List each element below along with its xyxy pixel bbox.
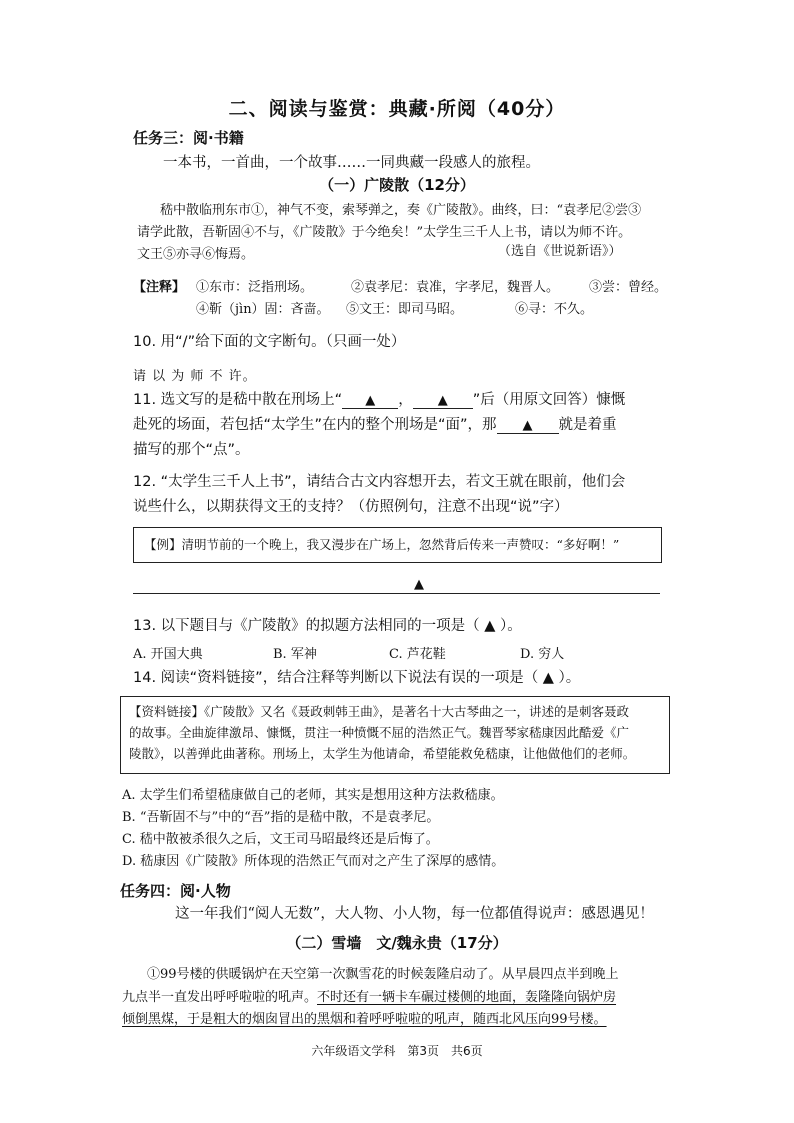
- q11-sep: ，: [398, 392, 413, 408]
- q11-line2a: 赴死的场面，若包括“太学生”在内的整个刑场是“面”，那: [133, 417, 497, 433]
- passage2-line-2: [122, 986, 616, 1005]
- notes-label: 【注释】: [133, 280, 186, 295]
- q12-answer-line[interactable]: [133, 593, 660, 594]
- q12-example-box: [133, 527, 662, 563]
- passage1-line-2: 请学此散，吾靳固④不与，《广陵散》于今绝矣！”太学生三千人上书，请以为师不许。: [137, 225, 632, 240]
- task4-title: 任务四：阅·人物: [120, 882, 231, 900]
- q14-text: 14. 阅读“资料链接”，结合注释等判断以下说法有误的一项是（ ▲ ）。: [133, 670, 581, 686]
- section-title: 二、阅读与鉴赏：典藏·所阅（40分）: [228, 98, 566, 120]
- q11-line-3: 描写的那个“点”。: [133, 442, 250, 458]
- q14-link-box: [120, 696, 670, 774]
- passage2-title: （二）雪墙 文/魏永贵（17分）: [286, 934, 508, 952]
- q13-option-b[interactable]: B. 军神: [273, 647, 317, 662]
- passage1-line-3: 文王⑤亦寻⑥悔焉。: [137, 247, 255, 262]
- q14-option-d[interactable]: D. 嵇康因《广陵散》所体现的浩然正气而对之产生了深厚的感情。: [122, 854, 505, 869]
- passage2-line-2b: 不时还有一辆卡车碾过楼侧的地面，轰隆隆向锅炉房: [317, 990, 617, 1005]
- q14-option-c[interactable]: C. 嵇中散被杀很久之后，文王司马昭最终还是后悔了。: [122, 832, 439, 847]
- q13-option-d[interactable]: D. 穷人: [520, 647, 565, 662]
- q11-blank-2[interactable]: ▲: [413, 392, 473, 409]
- q14-link-line-1: 【资料链接】《广陵散》又名《聂政刺韩王曲》，是著名十大古琴曲之一，讲述的是刺客聂政: [129, 704, 630, 719]
- passage1-title: （一）广陵散（12分）: [319, 176, 475, 194]
- note-4: ④靳（jìn）固：吝啬。: [196, 302, 330, 317]
- q13-option-c[interactable]: C. 芦花鞋: [389, 647, 446, 662]
- q14-link-line-2: 的故事。全曲旋律激昂、慷慨，贯注一种愤慨不屈的浩然正气。魏晋琴家嵇康因此酷爱《广: [129, 725, 630, 740]
- task4-intro: 这一年我们“阅人无数”，大人物、小人物，每一位都值得说声：感恩遇见！: [175, 906, 654, 922]
- q11-blank-1[interactable]: ▲: [342, 392, 398, 409]
- note-1: ①东市：泛指刑场。: [196, 280, 314, 295]
- passage2-line-3: 倾倒黑煤，于是粗大的烟囱冒出的黑烟和着呼呼啦啦的吼声，随西北风压向99号楼。: [122, 1012, 607, 1027]
- note-2: ②袁孝尼：袁准，字孝尼，魏晋人。: [351, 280, 560, 295]
- q12-answer-mark: ▲: [414, 577, 424, 592]
- note-5: ⑤文王：即司马昭。: [346, 302, 464, 317]
- q14-option-b[interactable]: B. “吾靳固不与”中的“吾”指的是嵇中散，不是袁孝尼。: [122, 810, 440, 825]
- q12-example: 【例】清明节前的一个晚上，我又漫步在广场上，忽然背后传来一声赞叹：“多好啊！”: [144, 537, 620, 552]
- note-6: ⑥寻：不久。: [515, 302, 594, 317]
- page-footer: 六年级语文学科 第3页 共6页: [311, 1044, 483, 1058]
- q14-option-a[interactable]: A. 太学生们希望嵇康做自己的老师，其实是想用这种方法救嵇康。: [122, 788, 504, 803]
- q11-line-1: [133, 388, 625, 409]
- task3-intro: 一本书，一首曲，一个故事……一同典藏一段感人的旅程。: [163, 155, 540, 171]
- passage2-line-1: ①99号楼的供暖锅炉在天空第一次飘雪花的时候轰隆启动了。从早晨四点半到晚上: [147, 967, 619, 982]
- note-3: ③尝：曾经。: [589, 280, 668, 295]
- q11-blank-3[interactable]: ▲: [497, 417, 559, 434]
- q14-link-line-3: 陵散》，以善弹此曲著称。刑场上，太学生为他请命，希望能救免嵇康，让他做他们的老师。: [129, 746, 636, 761]
- q11-part2: ”后（用原文回答）慷慨: [472, 392, 626, 408]
- q13-option-a[interactable]: A. 开国大典: [133, 647, 203, 662]
- q11-part1: 11. 选文写的是嵇中散在刑场上“: [133, 392, 343, 408]
- q11-line2b: 就是着重: [558, 417, 617, 433]
- q10-sentence: 请 以 为 师 不 许。: [133, 369, 257, 384]
- q12-line-1: 12. “太学生三千人上书”，请结合古文内容想开去，若文王就在眼前，他们会: [133, 474, 626, 490]
- q10-text: 10. 用“/”给下面的文字断句。（只画一处）: [133, 334, 406, 350]
- q11-line-2: [133, 413, 617, 434]
- q12-line-2: 说些什么，以期获得文王的支持？（仿照例句，注意不出现“说”字）: [133, 499, 569, 515]
- task3-title: 任务三：阅·书籍: [133, 129, 244, 147]
- passage2-line-2a: 九点半一直发出呼呼啦啦的吼声。: [122, 990, 318, 1005]
- passage1-source: （选自《世说新语》）: [498, 244, 622, 259]
- passage1-line-1: 嵇中散临刑东市①，神气不变，索琴弹之，奏《广陵散》。曲终，曰：“袁孝尼②尝③: [160, 203, 642, 218]
- q13-text: 13. 以下题目与《广陵散》的拟题方法相同的一项是（ ▲ ）。: [133, 618, 522, 634]
